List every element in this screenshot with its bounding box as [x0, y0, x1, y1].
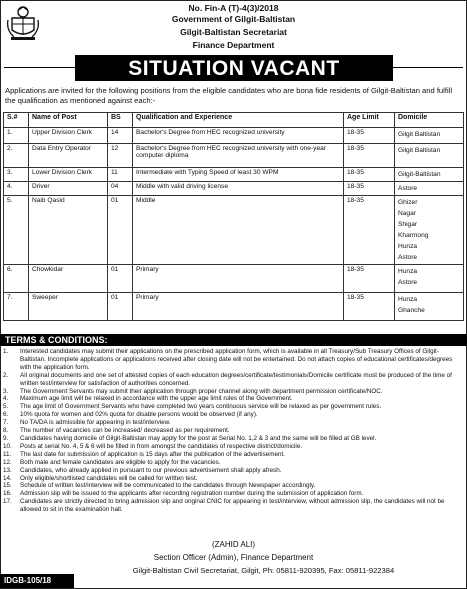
cell-age: 18-35	[344, 168, 395, 182]
col-header-post: Name of Post	[29, 113, 108, 128]
cell-qualification: Middle	[133, 196, 344, 265]
cell-age: 18-35	[344, 293, 395, 321]
cell-sno: 3.	[4, 168, 29, 182]
cell-age: 18-35	[344, 265, 395, 293]
domicile-item: Gilgit-Baltistan	[398, 171, 441, 178]
term-item	[3, 411, 463, 419]
cell-bs: 01	[108, 196, 133, 265]
cell-domicile	[395, 144, 464, 168]
domicile-item: Hunza	[398, 268, 418, 275]
term-text: Only eligible/shortlisted candidates will be called for written test.	[20, 474, 198, 482]
signatory-designation: Section Officer (Admin), Finance Department	[153, 553, 314, 562]
intro-text: Applications are invited for the following positions from the eligible candidates who are bona fide residents of Gilgit-Baltistan and fulfill the qualification as mentioned against each:-	[5, 86, 453, 105]
term-text: The last date for submission of application is 15 days after the publication of the advertisement.	[20, 450, 285, 458]
table-row	[4, 182, 464, 196]
cell-qualification: Primary	[133, 265, 344, 293]
domicile-item: Astore	[398, 254, 418, 261]
cell-bs: 14	[108, 128, 133, 144]
cell-age: 18-35	[344, 196, 395, 265]
cell-qualification: Middle with valid driving license	[133, 182, 344, 196]
term-text: Admission slip will be issued to the applicants after recording registration number during the submission of application form.	[20, 490, 364, 498]
domicile-item: Gilgit Baltistan	[398, 131, 441, 138]
signatory-address: Gilgit-Baltistan Civil Secretariat, Gilgit, Ph: 05811-920395, Fax: 05811-922384	[132, 566, 395, 575]
term-number: 12.	[3, 458, 12, 466]
term-text: Both male and female candidates are eligible to apply for the vacancies.	[20, 458, 221, 466]
term-text: Candidates, who already applied in pursuant to our previous advertisement shall apply afresh.	[20, 466, 282, 474]
cell-sno: 1.	[4, 128, 29, 144]
term-text: The Government Servants may submit their application through proper channel along with department permission certificate/NOC.	[20, 387, 383, 395]
term-number: 6.	[3, 411, 9, 419]
cell-age: 18-35	[344, 128, 395, 144]
term-text: Candidates are strictly directed to bring admission slip and original CNIC for appearing in test/interview, without admission slip, the candidates will not be allowed to sit in the examination hall.	[20, 498, 445, 514]
table-row	[4, 144, 464, 168]
cell-post: Driver	[29, 182, 108, 196]
cell-age: 18-35	[344, 182, 395, 196]
term-number: 4.	[3, 395, 9, 403]
cell-domicile	[395, 293, 464, 321]
term-number: 16.	[3, 490, 12, 498]
term-number: 15.	[3, 482, 12, 490]
cell-qualification: Bachelor's Degree from HEC recognized university	[133, 128, 344, 144]
term-item	[3, 475, 463, 483]
term-number: 2.	[3, 371, 9, 379]
col-header-sno: S.#	[4, 113, 29, 128]
term-number: 7.	[3, 419, 9, 427]
cell-domicile	[395, 182, 464, 196]
term-number: 17.	[3, 498, 12, 506]
domicile-item: Ghizer	[398, 199, 418, 206]
cell-post: Sweeper	[29, 293, 108, 321]
term-text: Maximum age limit will be relaxed in accordance with the upper age limit rules of the Government.	[20, 395, 293, 403]
domicile-item: Hunza	[398, 243, 418, 250]
term-number: 3.	[3, 387, 9, 395]
term-number: 8.	[3, 427, 9, 435]
table-row	[4, 265, 464, 293]
cell-bs: 01	[108, 265, 133, 293]
domicile-item: Nagar	[398, 210, 416, 217]
header-government: Government of Gilgit-Baltistan	[171, 14, 296, 24]
table-header-row	[4, 113, 464, 128]
term-item	[3, 467, 463, 475]
term-item	[3, 435, 463, 443]
cell-qualification: Bachelor's Degree from HEC recognized university with one-year computer diploma	[133, 144, 344, 168]
vacancy-table	[3, 112, 464, 321]
terms-heading: TERMS & CONDITIONS:	[0, 334, 467, 346]
term-item	[3, 482, 463, 490]
cell-age: 18-35	[344, 144, 395, 168]
cell-sno: 5.	[4, 196, 29, 265]
cell-post: Chowkidar	[29, 265, 108, 293]
col-header-bs: BS	[108, 113, 133, 128]
term-number: 1.	[3, 348, 9, 355]
term-item	[3, 490, 463, 498]
cell-sno: 6.	[4, 265, 29, 293]
col-header-domicile: Domicile	[395, 113, 464, 128]
term-item	[3, 459, 463, 467]
term-number: 11.	[3, 450, 12, 458]
domicile-item: Shigar	[398, 221, 418, 228]
term-text: Schedule of written test/interview will be communicated to the candidates through Newspaper accordingly.	[20, 482, 316, 490]
cell-domicile	[395, 128, 464, 144]
term-number: 10.	[3, 442, 12, 450]
term-item	[3, 372, 463, 388]
term-item	[3, 348, 463, 372]
term-item	[3, 427, 463, 435]
table-row	[4, 196, 464, 265]
term-item	[3, 443, 463, 451]
header-secretariat: Gilgit-Baltistan Secretariat	[180, 27, 287, 37]
domicile-item: Astore	[398, 279, 418, 286]
idgb-code: IDGB-105/18	[0, 574, 74, 588]
cell-domicile	[395, 168, 464, 182]
table-row	[4, 293, 464, 321]
term-number: 9.	[3, 434, 9, 442]
reference-number: No. Fin-A (T)-4(3)/2018	[188, 3, 279, 13]
cell-domicile	[395, 196, 464, 265]
term-text: The number of vacancies can be increased/ decreased as per requirement.	[20, 427, 230, 435]
cell-sno: 7.	[4, 293, 29, 321]
term-text: The age limit of Government Servants who have completed two years continuous service will be relaxed as per government rules.	[20, 403, 382, 411]
term-text: Candidates having domicile of Gilgit-Baltistan may apply for the post at Serial No. 1,2 & 3 and the same will be filled at GB level.	[20, 434, 377, 442]
cell-bs: 11	[108, 168, 133, 182]
term-text: All original documents and one set of attested copies of each education degrees/certificate/testimonials/Domicile certificate must be produced of the time of written test/interview for satisfaction of authorities concerned.	[20, 371, 452, 387]
header-department: Finance Department	[192, 40, 275, 50]
col-header-age: Age Limit	[344, 113, 395, 128]
cell-bs: 04	[108, 182, 133, 196]
cell-bs: 12	[108, 144, 133, 168]
page-title: SITUATION VACANT	[75, 55, 393, 81]
term-text: No TA/DA is admissible for appearing in test/interview.	[20, 419, 171, 427]
domicile-item: Hunza	[398, 296, 418, 303]
signatory-name: (ZAHID ALI)	[211, 540, 256, 549]
cell-post: Naib Qasid	[29, 196, 108, 265]
cell-qualification: Primary	[133, 293, 344, 321]
term-item	[3, 419, 463, 427]
domicile-item: Gilgit Baltistan	[398, 147, 441, 154]
term-number: 13.	[3, 466, 12, 474]
cell-post: Lower Division Clerk	[29, 168, 108, 182]
cell-qualification: Intermediate with Typing Speed of least 30 WPM	[133, 168, 344, 182]
term-item	[3, 451, 463, 459]
cell-sno: 2.	[4, 144, 29, 168]
domicile-item: Astore	[398, 185, 418, 192]
term-item	[3, 498, 463, 514]
cell-sno: 4.	[4, 182, 29, 196]
domicile-item: Ghanche	[398, 307, 425, 314]
col-header-qualification: Qualification and Experience	[133, 113, 344, 128]
cell-domicile	[395, 265, 464, 293]
term-item	[3, 388, 463, 396]
term-item	[3, 403, 463, 411]
term-text: Interested candidates may submit their applications on the prescribed application form, which is available in all Treasury/Sub Treasury Offices of Gilgit-Baltistan. Incomplete applications or applications received after closing date will not be entertained. Do not attach copies of educational certificates/degrees with the application form.	[20, 348, 453, 371]
term-item	[3, 395, 463, 403]
domicile-item: Kharmong	[398, 232, 429, 239]
term-text: Posts at serial No. 4, 5 & 6 will be filled in from amongst the candidates of respective district/domicile.	[20, 442, 303, 450]
table-row	[4, 168, 464, 182]
term-text: 10% quota for women and 02% quota for disable persons would be observed (if any).	[20, 411, 258, 419]
table-row	[4, 128, 464, 144]
term-number: 5.	[3, 403, 9, 411]
cell-post: Data Entry Operator	[29, 144, 108, 168]
term-number: 14.	[3, 474, 12, 482]
terms-list	[3, 348, 463, 514]
cell-post: Upper Division Clerk	[29, 128, 108, 144]
cell-bs: 01	[108, 293, 133, 321]
